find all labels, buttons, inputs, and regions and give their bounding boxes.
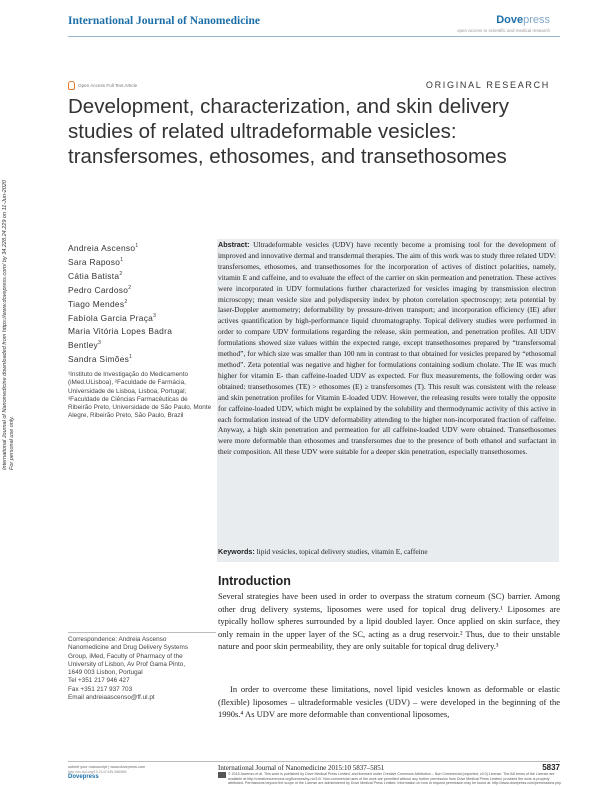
copyright-notice: © 2015 Ascenso et al. This work is published by Dove Medical Press Limited, and licensed under Creative Commons Attribution – Non Commercial (unported, v3.0) License. The full terms of the License are available at http://creativecommons.org/licenses/by-nc/3.0/. Non-commercial uses of the work are permitted without any further permission from Dove Medical Press Limited, provided the work is properly attributed. Permissions beyond the scope of the License are administered by Dove Medical Press Limited. Information on how to request permission may be found at: http://www.dovepress.com/permissions.php [228, 772, 562, 786]
corr-line: University of Lisbon, Av Prof Gama Pinto, [68, 660, 186, 668]
corr-line: Tel +351 217 946 427 [68, 677, 130, 685]
cc-license-icon [218, 772, 226, 778]
abstract [218, 240, 556, 458]
author: Maria Vitória Lopes Badra [68, 325, 173, 336]
journal-name: International Journal of Nanomedicine [68, 15, 260, 27]
footer-rule [68, 761, 560, 762]
open-access-badge [68, 81, 137, 90]
author-list [68, 240, 172, 365]
author: Fabíola Garcia Praça$^3$ [68, 313, 157, 324]
submit-link[interactable]: submit your manuscript | www.dovepress.com [68, 765, 146, 769]
doi-link[interactable]: http://dx.doi.org/10.2147/IJN.S86965 [68, 770, 127, 774]
correspondence-rule [68, 632, 216, 633]
header-rule [68, 36, 560, 37]
keywords-label: Keywords: [218, 547, 255, 556]
download-notice [2, 0, 16, 470]
article-type: ORIGINAL RESEARCH [425, 80, 550, 90]
author: Cátia Batista$^2$ [68, 270, 123, 281]
corr-line: Nanomedicine and Drug Delivery Systems [68, 644, 189, 652]
correspondence [68, 636, 218, 702]
author: Sandra Simões$^1$ [68, 353, 133, 364]
corr-line: Correspondence: Andreia Ascenso [68, 636, 167, 643]
affiliations: ¹Instituto de Investigação do Medicamento (iMed.ULisboa), ²Faculdade de Farmácia, Universidade de Lisboa, Lisboa, Portugal; ³Faculdade de Ciências Farmacêuticas de Ribeirão Preto, Universidade de São Paulo, Monte Alegre, Ribeirão Preto, São Paulo, Brazil [68, 371, 212, 420]
author: Andreia Ascenso$^1$ [68, 242, 139, 253]
footer-dovepress: Dovepress [68, 774, 99, 780]
brand-bold: Dove [496, 14, 524, 26]
open-lock-icon [68, 81, 75, 90]
intro-heading: Introduction [218, 574, 291, 588]
keywords [218, 547, 556, 557]
download-notice-line2: For personal use only. [9, 415, 15, 470]
dovepress-logo [496, 14, 550, 26]
intro-paragraph-2: In order to overcome these limitations, novel lipid vesicles known as deformable or elastic (flexible) liposomes – ultradeformable vesicles (UDV) – were developed in the beginning of the 1990s.⁴ As UDV are more deformable than conventional liposomes, [218, 684, 560, 719]
author: Pedro Cardoso$^2$ [68, 285, 132, 296]
brand-tagline: open access to scientific and medical research [456, 28, 550, 33]
author: Tiago Mendes$^2$ [68, 299, 128, 310]
abstract-label: Abstract: [218, 240, 250, 249]
corr-line: 1649 003 Lisbon, Portugal [68, 669, 143, 677]
intro-paragraph-1: Several strategies have been used in order to overpass the stratum corneum (SC) barrier. Among other drug delivery systems, liposomes were used for topical drug delivery.¹ Liposomes are typically hollow spheres surrounded by a lipid doubled layer. Once applied on skin surface, they only remain in the upper layer of the SC, acting as a drug reservoir.² Thus, due to their unstable nature and poor skin permeability, they are only suitable for topical drug delivery.³ [218, 591, 560, 651]
abstract-text: Ultradeformable vesicles (UDV) have recently become a promising tool for the development of improved and innovative dermal and transdermal therapies. The aim of this work was to study three related UDV: transfersomes, ethosomes, and transethosomes for the incorporation of actives of distinct polarities, namely, vitamin E and caffeine, and to evaluate the effect of the carrier on skin permeation and penetration. These actives were incorporated in UDV formulations further characterized for vesicles imaging by transmission electron microscopy; mean vesicle size and polydispersity index by photon correlation spectroscopy; zeta potential by laser-Doppler anemometry; deformability by pressure-driven transport; and incorporation efficiency (IE) after actives quantification by high-performance liquid chromatography. Topical delivery studies were performed in order to compare UDV formulations regarding the release, skin permeation, and penetration profiles. All UDV formulations showed size values within the expected range, except transethosomes prepared by “transfersomal method”, for which size was smaller than 100 nm in contrast to that obtained for vesicles prepared by “ethosomal method”. Zeta potential was negative and higher for formulations containing sodium cholate. The IE was much higher for vitamin E- than caffeine-loaded UDV as expected. For flux measurements, the following order was obtained: transethosomes (TE) > ethosomes (E) ≥ transfersomes (T). This result was consistent with the release and skin penetration profiles for Vitamin E-loaded UDV. However, the releasing results were totally the opposite for caffeine-loaded UDV, which might be explained by the solubility and thermodynamic activity of this active in each formulation instead of the UDV deformability attending to the higher non-incorporated fraction of caffeine. Anyway, a high skin penetration and permeation for all caffeine-loaded UDV were obtained. Transethosomes were more deformable than ethosomes and transfersomes due to the presence of both ethanol and surfactant in their composition. All these UDV were suitable for a deeper skin penetration, especially transethosomes. [218, 240, 556, 457]
author: Sara Raposo$^1$ [68, 256, 124, 267]
corr-email[interactable]: Email andreiaascenso@ff.ul.pt [68, 694, 155, 702]
page-number: 5837 [542, 763, 560, 772]
corr-line: Group, iMed, Faculty of Pharmacy of the [68, 652, 183, 660]
footer-citation: International Journal of Nanomedicine 2015:10 5837–5851 [218, 764, 385, 772]
author: Bentley$^3$ [68, 339, 102, 350]
article-title: Development, characterization, and skin delivery studies of related ultradeformable vesicles: transfersomes, ethosomes, and transethosomes [68, 95, 509, 168]
open-access-label: Open Access Full Text Article [78, 83, 138, 88]
corr-line: Fax +351 217 937 703 [68, 685, 133, 693]
keywords-text: lipid vesicles, topical delivery studies, vitamin E, caffeine [256, 547, 428, 556]
download-notice-line1: International Journal of Nanomedicine downloaded from https://www.dovepress.com/ by 34.228.24.229 on 11-Jun-2020 [2, 179, 8, 470]
brand-light: press [523, 14, 550, 26]
